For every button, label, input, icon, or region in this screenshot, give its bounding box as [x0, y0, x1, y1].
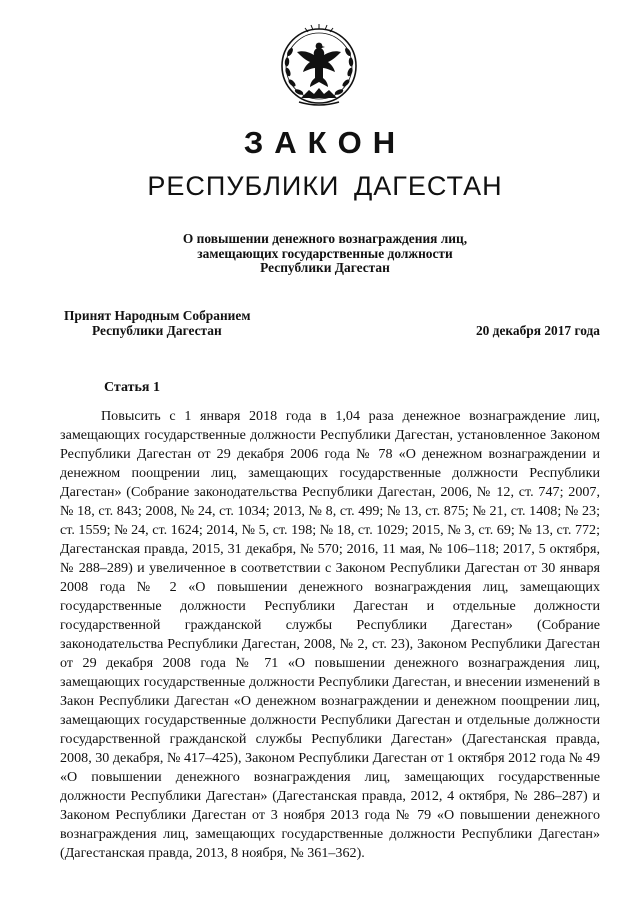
- law-subject-line: О повышении денежного вознаграждения лиц,: [182, 231, 468, 246]
- republic-title: РЕСПУБЛИКИ ДАГЕСТАН: [147, 171, 503, 201]
- law-title: ЗАКОН: [243, 125, 407, 160]
- adopted-date: 20 декабря 2017 года: [475, 323, 600, 338]
- article-body: Повысить с 1 января 2018 года в 1,04 раза денежное вознаграждение лиц, замещающих государственные должности Республики Дагестан, установленное Законом Республики Дагестан от 29 декабря 2006 года № 78 «О денежном вознаграждении и денежном поощрении лиц, замещающих государственные должности Республики Дагестан» (Собрание законодательства Республики Дагестан, 2006, № 12, ст. 747; 2007, № 18, ст. 843; 2008, № 24, ст. 1034; 2013, № 8, ст. 499; № 13, ст. 875; № 21, ст. 1408; № 23; ст. 1559; № 24, ст. 1624; 2014, № 5, ст. 198; № 18, ст. 1029; 2015, № 3, ст. 69; № 13, ст. 772; Дагестанская правда, 2015, 31 декабря, № 570; 2016, 11 мая, № 106–118; 2017, 5 октября, № 288–289) и увеличенное в соответствии с Законом Республики Дагестан от 30 января 2008 года № 2 «О повышении денежного вознаграждения лиц, замещающих государственные должности Республики Дагестан и отдельные должности государственной гражданской службы Республики Дагестан» (Собрание законодательства Республики Дагестан, 2008, № 2, ст. 23), Законом Республики Дагестан от 29 декабря 2008 года № 71 «О повышении денежного вознаграждения лиц, замещающих государственные должности Республики Дагестан, и внесении изменений в Закон Республики Дагестан «О денежном вознаграждении и денежном поощрении лиц, замещающих государственные должности Республики Дагестан и отдельные должности государственной гражданской службы Республики Дагестан» (Дагестанская правда, 2008, 30 декабря, № 417–425), Законом Республики Дагестан от 1 октября 2012 года № 49 «О повышении денежного вознаграждения лиц, замещающих государственные должности Республики Дагестан» (Дагестанская правда, 2012, 4 октября, № 286–287) и Законом Республики Дагестан от 3 ноября 2013 года № 79 «О повышении денежного вознаграждения лиц, замещающих государственные должности Республики Дагестан» (Дагестанская правда, 2013, 8 ноября, № 361–362).: [60, 408, 600, 861]
- law-subject-line: замещающих государственные должности: [197, 245, 453, 261]
- law-subject-line: Республики Дагестан: [260, 260, 390, 275]
- article-heading: Статья 1: [104, 380, 160, 395]
- dagestan-coat-of-arms-icon: [279, 22, 359, 110]
- adopted-by: [64, 308, 294, 338]
- adopted-by-line: Принят Народным Собранием: [64, 308, 251, 323]
- adopted-by-line: Республики Дагестан: [92, 323, 222, 338]
- law-subject: [120, 232, 530, 276]
